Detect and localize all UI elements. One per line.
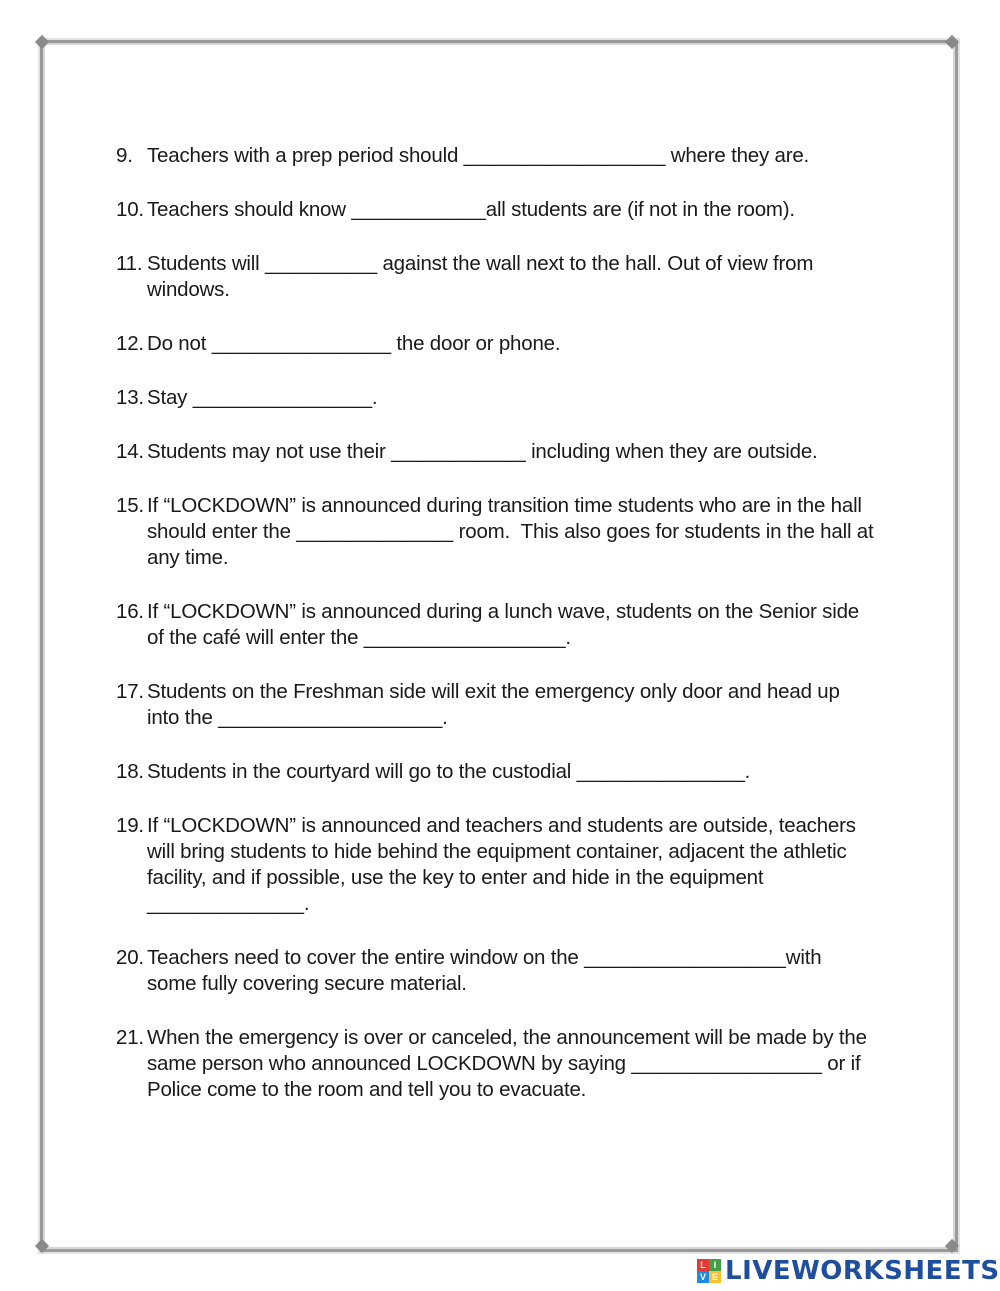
question-number: 21.: [116, 1026, 144, 1049]
question-item: [116, 599, 876, 651]
question-text: Teachers with a prep period should __________________ where they are.: [147, 144, 810, 167]
question-item: [116, 1025, 876, 1103]
question-item: [116, 439, 876, 465]
question-text: If “LOCKDOWN” is announced and teachers and students are outside, teachers will bring students to hide behind the equipment container, adjacent the athletic facility, and if possible, use the key to enter and hide in the equipment ______________.: [147, 814, 862, 915]
logo-letter: V: [697, 1271, 709, 1283]
question-text: Stay ________________.: [147, 386, 378, 409]
question-number: 11.: [116, 252, 143, 275]
question-number: 14.: [116, 440, 144, 463]
liveworksheets-logo-icon: [697, 1259, 721, 1283]
question-number: 20.: [116, 946, 144, 969]
logo-letter: L: [697, 1259, 709, 1271]
question-item: [116, 331, 876, 357]
question-item: [116, 251, 876, 303]
question-number: 18.: [116, 760, 144, 783]
question-text: When the emergency is over or canceled, the announcement will be made by the same person who announced LOCKDOWN by saying _________________ or if Police come to the room and tell you to evacuate.: [147, 1026, 873, 1101]
question-item: [116, 143, 876, 169]
question-text: Students in the courtyard will go to the custodial _______________.: [147, 760, 751, 783]
question-number: 12.: [116, 332, 144, 355]
question-item: [116, 493, 879, 571]
question-number: 13.: [116, 386, 144, 409]
question-item: [116, 759, 876, 785]
question-text: Do not ________________ the door or phone.: [147, 332, 561, 355]
question-text: If “LOCKDOWN” is announced during a lunch wave, students on the Senior side of the café will enter the __________________.: [147, 600, 865, 649]
question-list: [116, 143, 879, 1131]
question-number: 19.: [116, 814, 144, 837]
question-number: 9.: [116, 144, 133, 167]
question-item: [116, 197, 876, 223]
question-item: [116, 945, 876, 997]
question-text: If “LOCKDOWN” is announced during transition time students who are in the hall should enter the ______________ room. This also goes for students in the hall at any time.: [147, 494, 879, 569]
question-text: Teachers need to cover the entire window on the __________________with some fully covering secure material.: [147, 946, 827, 995]
question-number: 15.: [116, 494, 144, 517]
brand-name: LIVEWORKSHEETS: [725, 1256, 1000, 1286]
question-item: [116, 813, 876, 917]
question-number: 16.: [116, 600, 144, 623]
question-number: 10.: [116, 198, 144, 221]
logo-letter: E: [709, 1271, 721, 1283]
liveworksheets-brand[interactable]: [697, 1256, 1000, 1286]
question-text: Teachers should know ____________all students are (if not in the room).: [147, 198, 795, 221]
logo-letter: I: [709, 1259, 721, 1271]
question-text: Students on the Freshman side will exit the emergency only door and head up into the ____________________.: [147, 680, 846, 729]
question-item: [116, 679, 876, 731]
question-item: [116, 385, 876, 411]
question-text: Students will __________ against the wall next to the hall. Out of view from windows.: [147, 252, 819, 301]
question-text: Students may not use their ____________ including when they are outside.: [147, 440, 818, 463]
question-number: 17.: [116, 680, 144, 703]
